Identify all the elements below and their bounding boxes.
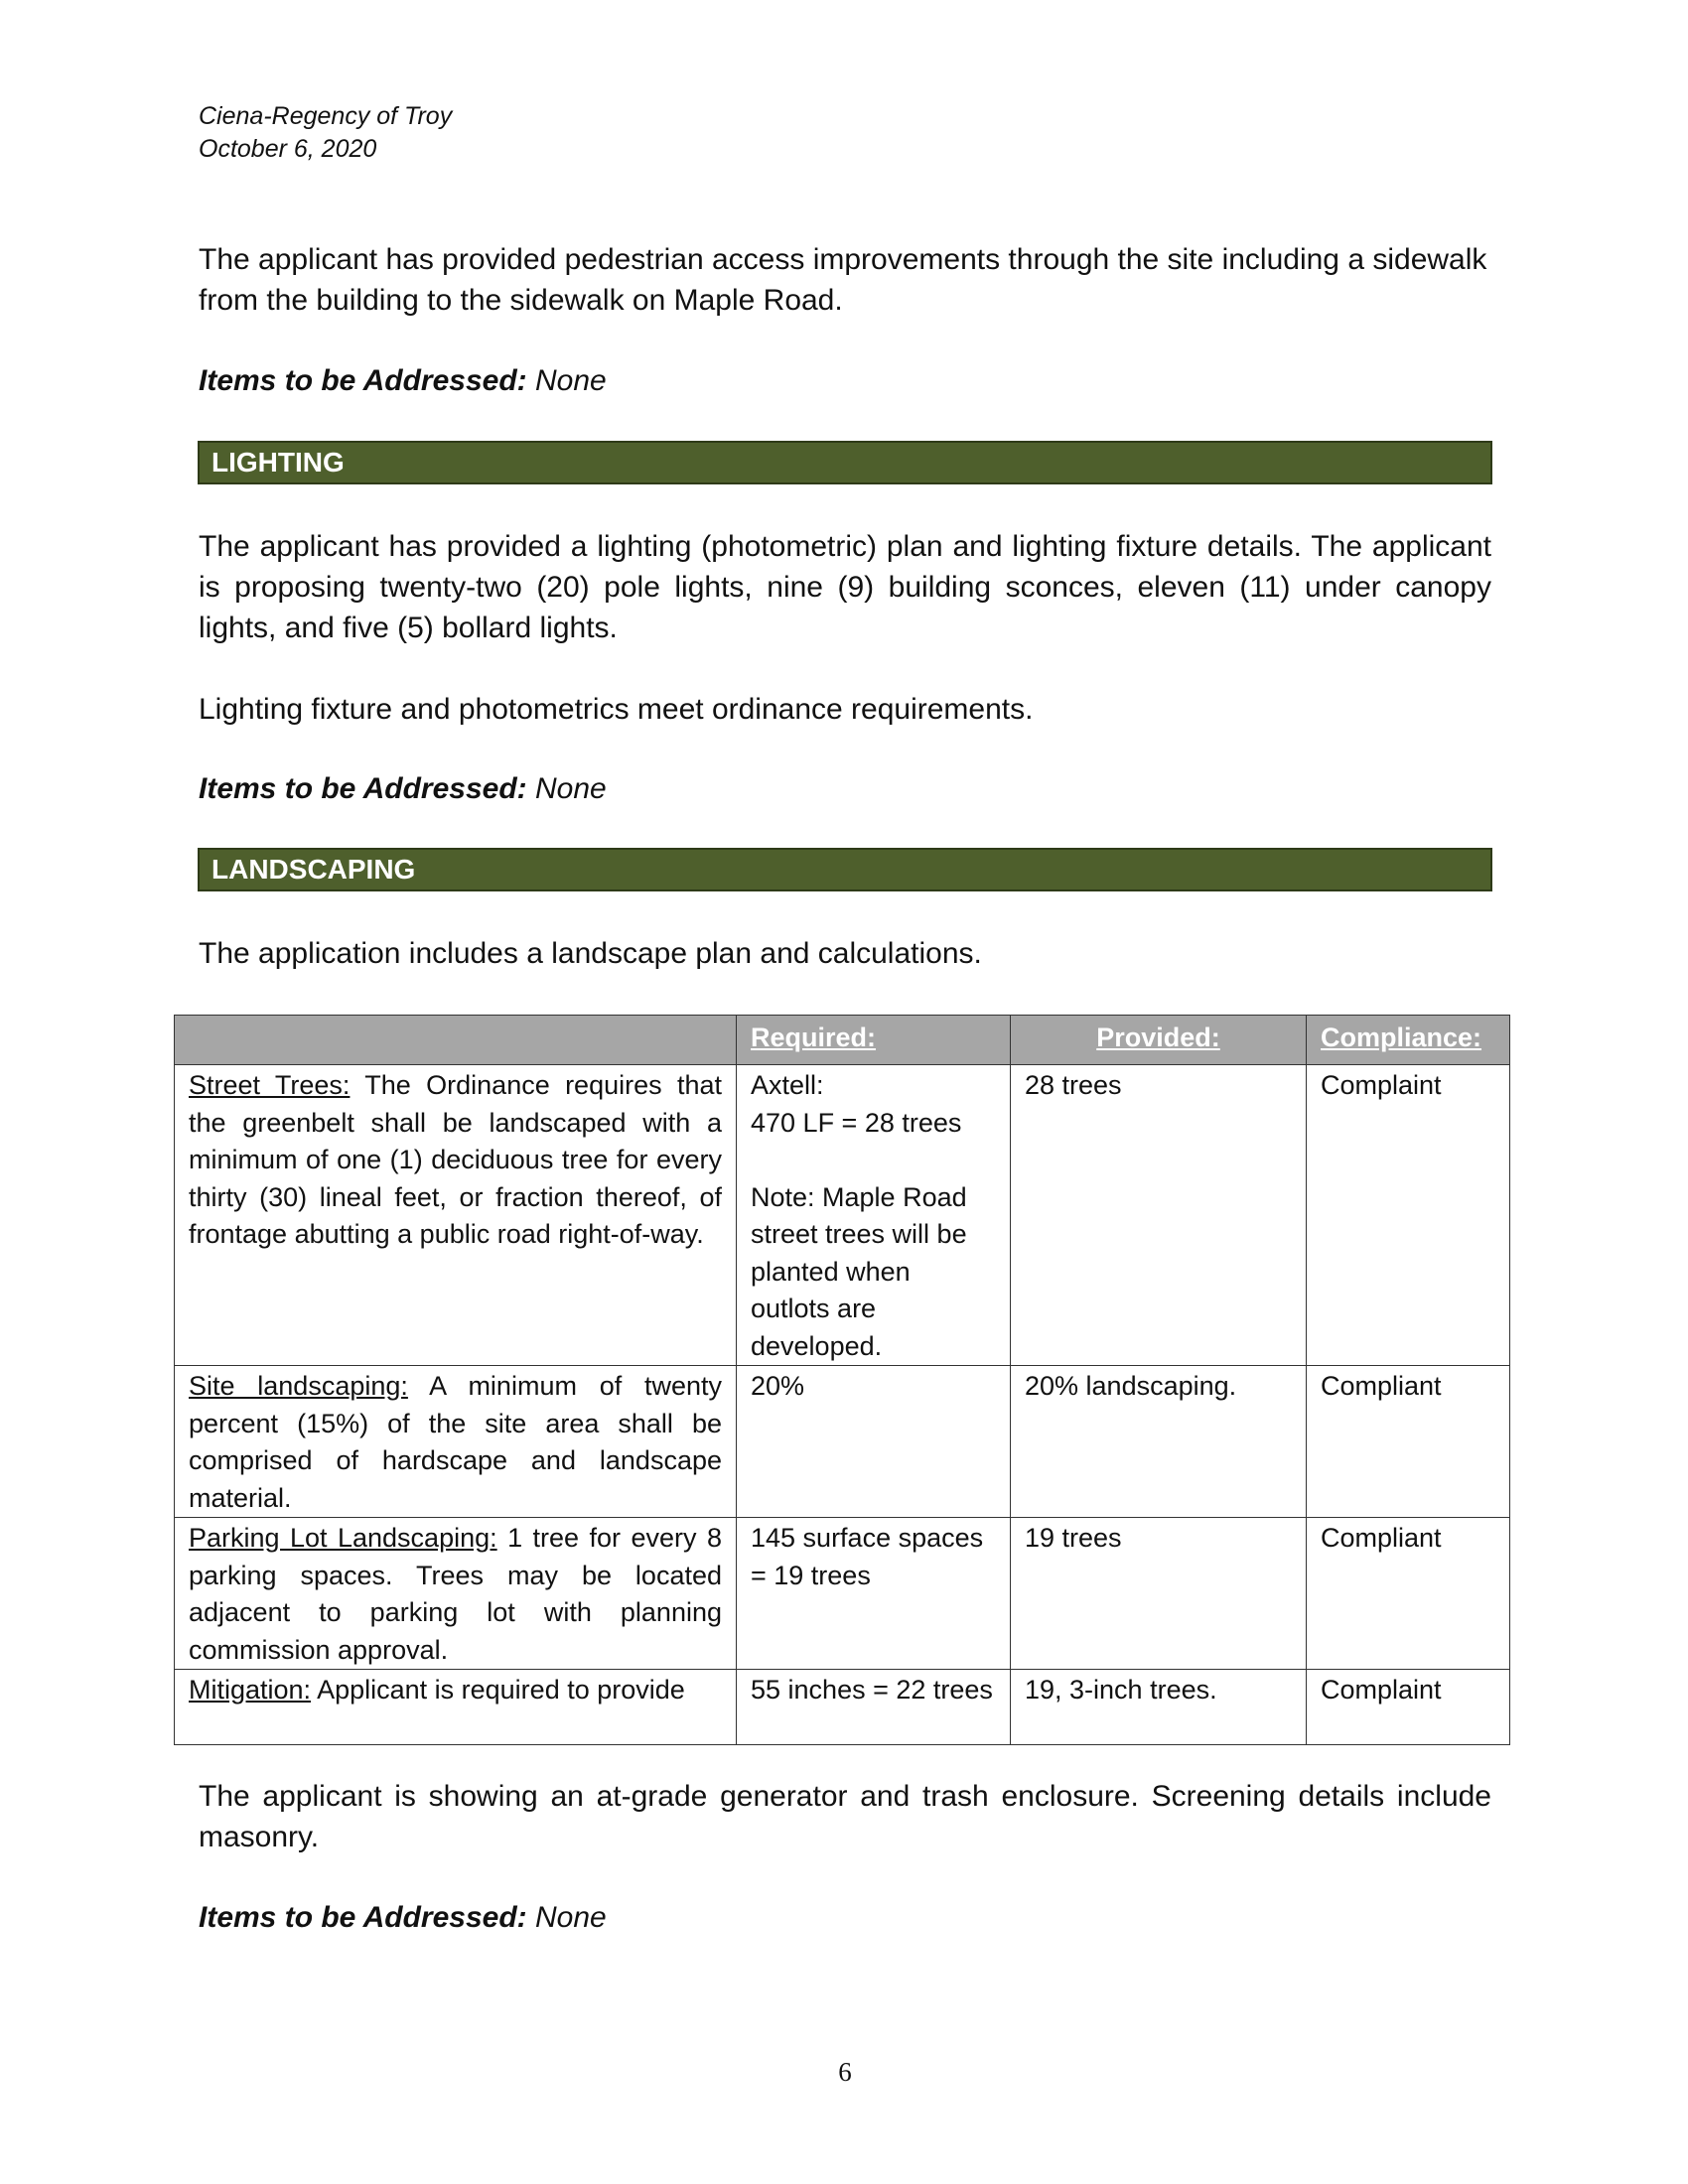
site-landscaping-provided: 20% landscaping. <box>1011 1366 1307 1518</box>
table-header-row <box>175 1016 1510 1065</box>
landscaping-section-heading: LANDSCAPING <box>198 848 1492 891</box>
mitigation-description <box>175 1670 737 1745</box>
parking-lot-compliance: Compliant <box>1307 1518 1510 1670</box>
street-trees-compliance: Complaint <box>1307 1065 1510 1366</box>
table-header-required: Required: <box>737 1016 1011 1065</box>
table-header-provided: Provided: <box>1011 1016 1307 1065</box>
mitigation-required: 55 inches = 22 trees <box>737 1670 1011 1745</box>
row-title: Mitigation: <box>189 1675 312 1705</box>
street-trees-required <box>737 1065 1011 1366</box>
table-header-blank <box>175 1016 737 1065</box>
pedestrian-access-paragraph: The applicant has provided pedestrian access improvements through the site including a sidewalk from the building to the sidewalk on Maple Road. <box>199 243 1487 317</box>
row-title: Parking Lot Landscaping: <box>189 1523 497 1553</box>
header-date: October 6, 2020 <box>199 135 377 163</box>
items-value: None <box>534 1901 607 1934</box>
row-text: A minimum of twenty percent (15%) of the site area shall be comprised of hardscape and landscape material. <box>189 1371 723 1513</box>
items-value: None <box>534 772 607 805</box>
parking-lot-description <box>175 1518 737 1670</box>
street-trees-description <box>175 1065 737 1366</box>
parking-lot-provided: 19 trees <box>1011 1518 1307 1670</box>
screening-paragraph: The applicant is showing an at-grade generator and trash enclosure. Screening details include masonry. <box>199 1780 1491 1853</box>
parking-lot-required: 145 surface spaces = 19 trees <box>737 1518 1011 1670</box>
row-title: Street Trees: <box>189 1070 351 1100</box>
table-header-compliance: Compliance: <box>1307 1016 1510 1065</box>
items-to-be-addressed-3 <box>199 1898 607 1938</box>
table-row <box>175 1518 1510 1670</box>
row-text: The Ordinance requires that the greenbelt shall be landscaped with a minimum of one (1) deciduous tree for every thirty (30) lineal feet, or fraction thereof, of frontage abutting a public road right-of-way. <box>189 1070 722 1249</box>
lighting-section-heading: LIGHTING <box>198 441 1492 484</box>
site-landscaping-required: 20% <box>737 1366 1011 1518</box>
site-landscaping-description <box>175 1366 737 1518</box>
mitigation-provided: 19, 3-inch trees. <box>1011 1670 1307 1745</box>
required-line-1: Axtell: <box>751 1070 824 1100</box>
page-number: 6 <box>838 2057 852 2087</box>
site-landscaping-compliance: Compliant <box>1307 1366 1510 1518</box>
header-project-name: Ciena-Regency of Troy <box>199 102 453 130</box>
row-text: Applicant is required to provide <box>311 1675 685 1705</box>
table-row <box>175 1670 1510 1745</box>
required-note: Note: Maple Road street trees will be planted when outlots are developed. <box>751 1181 967 1361</box>
table-row <box>175 1366 1510 1518</box>
lighting-paragraph: The applicant has provided a lighting (photometric) plan and lighting fixture details. The applicant is proposing twenty-two (20) pole lights, nine (9) building sconces, eleven (11) under canopy lights, and five (5) bollard lights. <box>199 530 1491 644</box>
items-label: Items to be Addressed: <box>199 772 527 805</box>
lighting-ordinance-paragraph: Lighting fixture and photometrics meet ordinance requirements. <box>199 693 1034 726</box>
items-value: None <box>534 364 607 397</box>
row-title: Site landscaping: <box>189 1371 408 1401</box>
items-to-be-addressed-1 <box>199 361 607 401</box>
mitigation-compliance: Complaint <box>1307 1670 1510 1745</box>
landscaping-paragraph: The application includes a landscape plan and calculations. <box>199 937 982 970</box>
table-row <box>175 1065 1510 1366</box>
items-label: Items to be Addressed: <box>199 1901 527 1934</box>
street-trees-provided: 28 trees <box>1011 1065 1307 1366</box>
items-label: Items to be Addressed: <box>199 364 527 397</box>
landscaping-table <box>174 1015 1510 1745</box>
items-to-be-addressed-2 <box>199 769 607 809</box>
row-text: 1 tree for every 8 parking spaces. Trees may be located adjacent to parking lot with planning commission approval. <box>189 1523 722 1665</box>
required-line-2: 470 LF = 28 trees <box>751 1107 962 1138</box>
